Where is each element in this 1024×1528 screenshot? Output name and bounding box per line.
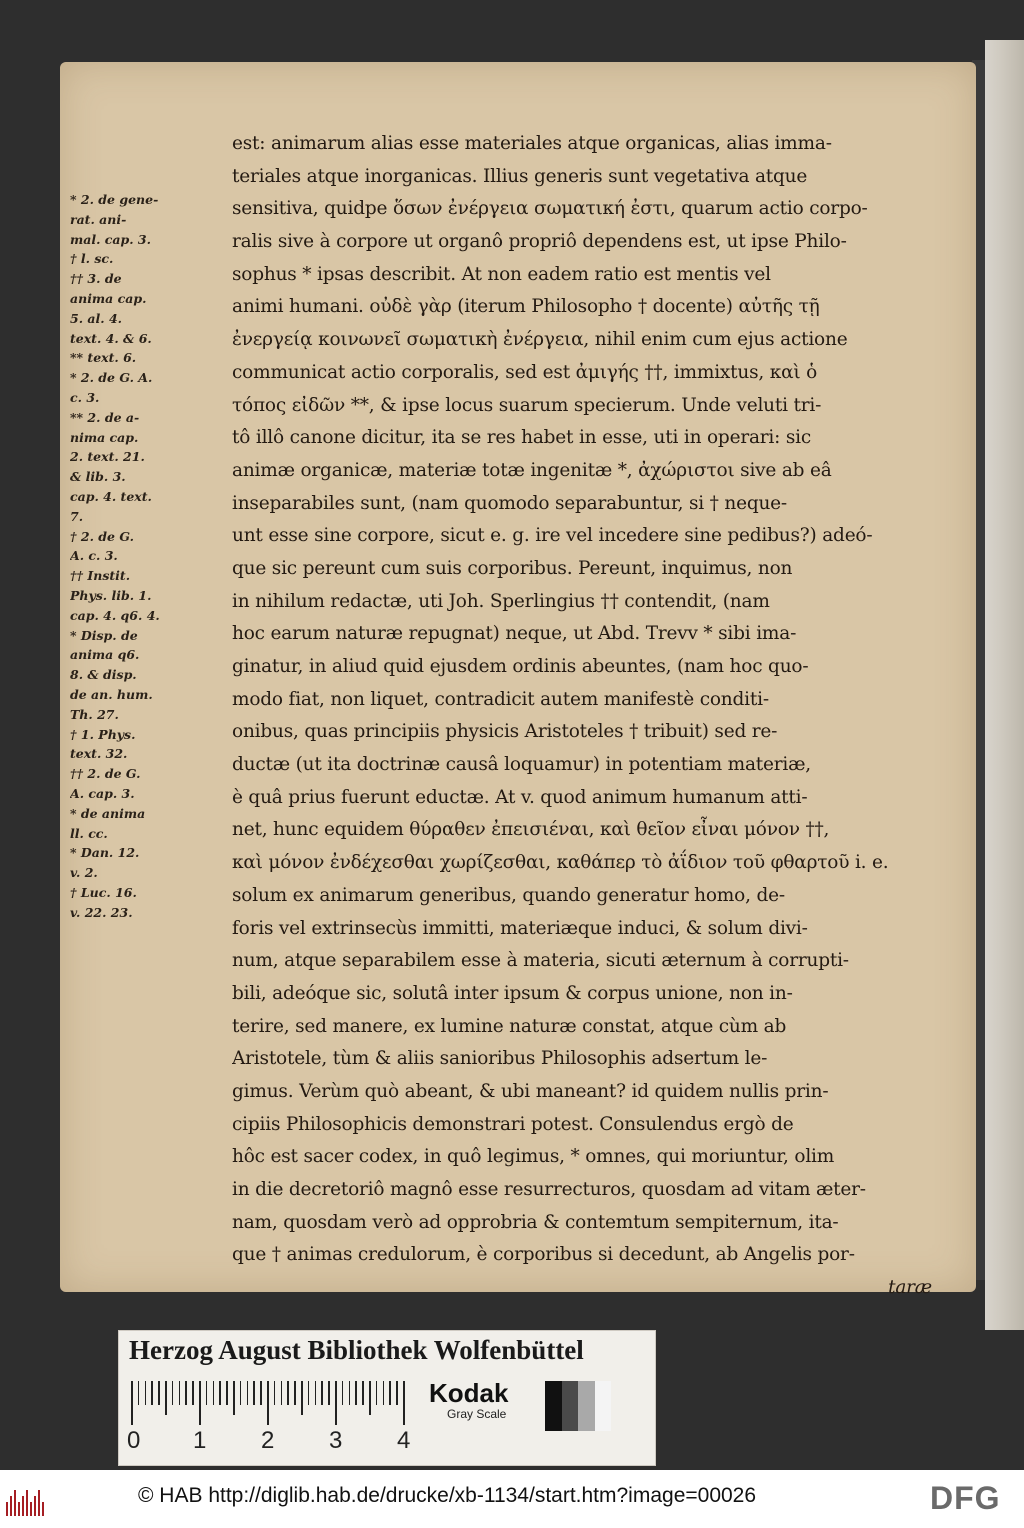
text-line: ductæ (ut ita doctrinæ causâ loquamur) in potentiam materiæ, [232, 754, 811, 776]
scale-tick [281, 1381, 283, 1405]
margin-note: A. cap. 3. [70, 785, 135, 801]
text-line: bili, adeóque sic, solutâ inter ipsum & corpus unione, non in- [232, 982, 793, 1004]
hab-logo-bar [42, 1502, 44, 1516]
margin-note: * 2. de G. A. [70, 370, 153, 386]
scale-tick [199, 1381, 201, 1425]
text-line: foris vel extrinsecùs immitti, materiæque induci, & solum divi- [232, 917, 808, 939]
scale-number: 4 [397, 1427, 411, 1454]
margin-note: anima cap. [70, 290, 147, 306]
scale-tick [396, 1381, 398, 1405]
margin-note: Th. 27. [70, 706, 119, 722]
margin-note: * de anima [70, 805, 146, 821]
text-line: solum ex animarum generibus, quando generatur homo, de- [232, 884, 785, 906]
text-line: terire, sed manere, ex lumine naturæ constat, atque cùm ab [232, 1015, 787, 1037]
hab-logo-bar [26, 1490, 28, 1516]
hab-logo-bar [14, 1490, 16, 1516]
margin-note: 5. al. 4. [70, 310, 123, 326]
margin-note: c. 3. [70, 389, 100, 405]
scale-tick [192, 1381, 194, 1405]
margin-note: ** 2. de a- [70, 409, 140, 425]
text-line: modo fiat, non liquet, contradicit autem manifestè conditi- [232, 688, 769, 710]
margin-note: † 2. de G. [70, 528, 134, 544]
scale-tick [247, 1381, 249, 1405]
hab-logo-bar [18, 1502, 20, 1516]
margin-note: A. c. 3. [70, 548, 118, 564]
text-line: communicat actio corporalis, sed est ἀμιγής ††, immixtus, καὶ ὁ [232, 361, 818, 383]
margin-note: v. 22. 23. [70, 904, 133, 920]
text-line: nam, quosdam verò ad opprobria & contemtum sempiternum, ita- [232, 1211, 839, 1233]
text-line: ginatur, in aliud quid ejusdem ordinis abeuntes, (nam hoc quo- [232, 656, 809, 677]
kodak-brand: Kodak [429, 1378, 509, 1408]
text-line: onibus, quas principiis physicis Aristoteles † tribuit) sed re- [232, 721, 778, 743]
scale-tick [172, 1381, 174, 1405]
scale-tick [383, 1381, 385, 1405]
scale-tick [158, 1381, 160, 1405]
text-line: gimus. Verùm quò abeant, & ubi maneant? id quidem nullis prin- [232, 1080, 829, 1102]
text-line: est: animarum alias esse materiales atque organicas, alias imma- [232, 133, 832, 154]
margin-note: text. 4. & 6. [70, 330, 152, 346]
scale-tick [369, 1381, 371, 1415]
scale-tick [308, 1381, 310, 1405]
scale-tick [240, 1381, 242, 1405]
margin-note: † 1. Phys. [70, 726, 136, 742]
gray-patch-black [545, 1381, 562, 1431]
scale-tick [321, 1381, 323, 1405]
text-line: animæ organicæ, materiæ totæ ingenitæ *, ἀχώριστοι sive ab eâ [232, 459, 832, 481]
scale-tick [342, 1381, 344, 1405]
hab-logo-bar [10, 1496, 12, 1516]
hab-logo-bar [30, 1502, 32, 1516]
scale-tick [355, 1381, 357, 1405]
hab-logo-icon [6, 1490, 48, 1516]
scale-tick [138, 1381, 140, 1405]
text-line: que † animas credulorum, è corporibus si decedunt, ab Angelis por- [232, 1244, 855, 1266]
margin-note: † l. sc. [70, 251, 114, 267]
scale-tick [179, 1381, 181, 1405]
color-ruler-card [118, 1330, 656, 1466]
text-line: καὶ μόνον ἐνδέχεσθαι χωρίζεσθαι, καθάπερ τὸ ἀΐδιον τοῦ φθαρτοῦ i. e. [232, 852, 889, 874]
margin-note: * Disp. de [70, 627, 138, 643]
text-line: Aristotele, tùm & aliis sanioribus Philosophis adsertum le- [232, 1048, 768, 1070]
attribution-link[interactable]: © HAB http://diglib.hab.de/drucke/xb-1134/start.htm?image=00026 [138, 1484, 757, 1507]
text-line: tô illô canone dicitur, ita se res habet in esse, uti in operari: sic [232, 427, 812, 449]
margin-note: ** text. 6. [70, 350, 137, 366]
hab-logo-bar [38, 1490, 40, 1516]
scale-tick [165, 1381, 167, 1415]
margin-note: v. 2. [70, 865, 98, 881]
margin-notes [70, 190, 240, 922]
kodak-label-box [429, 1379, 539, 1429]
text-line: net, hunc equidem θύραθεν ἐπεισιέναι, καὶ θεῖον εἶναι μόνον ††, [232, 819, 830, 841]
body-text [232, 128, 932, 1305]
scale-ticks [131, 1381, 421, 1427]
scale-tick [253, 1381, 255, 1405]
margin-note: cap. 4. q6. 4. [70, 607, 160, 623]
margin-note: 2. text. 21. [70, 449, 145, 465]
hab-logo-bar [22, 1496, 24, 1516]
text-line: num, atque separabilem esse à materia, sicuti æternum à corrupti- [232, 950, 849, 972]
gray-patches [545, 1381, 611, 1431]
scale-tick [362, 1381, 364, 1405]
text-line: hoc earum naturæ repugnat) neque, ut Abd. Trevv * sibi ima- [232, 623, 797, 645]
dfg-logo: DFG [930, 1480, 1001, 1516]
text-line: inseparabiles sunt, (nam quomodo separabuntur, si † neque- [232, 492, 787, 514]
scale-tick [267, 1381, 269, 1425]
margin-note: Phys. lib. 1. [70, 587, 152, 603]
scale-tick [213, 1381, 215, 1405]
margin-note: text. 32. [70, 746, 128, 762]
margin-note: rat. ani- [70, 211, 127, 227]
text-line: sophus * ipsas describit. At non eadem ratio est mentis vel [232, 263, 771, 285]
gray-patch-light [595, 1381, 612, 1431]
text-line: unt esse sine corpore, sicut e. g. ire vel incedere sine pedibus?) adeó- [232, 525, 873, 547]
text-line: animi humani. οὐδὲ γὰρ (iterum Philosopho † docente) αὐτῆς τῇ [232, 296, 820, 318]
text-line: que sic pereunt cum suis corporibus. Pereunt, inquimus, non [232, 557, 793, 579]
margin-note: de an. hum. [70, 686, 153, 702]
text-line: ἐνεργείᾳ κοινωνεῖ σωματικὴ ἐνέργεια, nihil enim cum ejus actione [232, 329, 848, 351]
margin-note: †† 2. de G. [70, 766, 141, 782]
scale-tick [315, 1381, 317, 1405]
margin-note: & lib. 3. [70, 469, 126, 485]
scale-tick [287, 1381, 289, 1405]
text-line: teriales atque inorganicas. Illius generis sunt vegetativa atque [232, 165, 808, 187]
facing-page-edge [985, 40, 1024, 1330]
margin-note: †† 3. de [70, 271, 122, 287]
scale-tick [403, 1381, 405, 1425]
scale-tick [294, 1381, 296, 1405]
scale-tick [328, 1381, 330, 1405]
scale-tick [301, 1381, 303, 1415]
margin-note: cap. 4. text. [70, 488, 152, 504]
margin-note: mal. cap. 3. [70, 231, 151, 247]
text-line: in die decretoriô magnô esse resurrecturos, quosdam ad vitam æter- [232, 1179, 866, 1200]
text-line: in nihilum redactæ, uti Joh. Sperlingius †† contendit, (nam [232, 590, 770, 612]
text-line: hôc est sacer codex, in quô legimus, * omnes, qui moriuntur, olim [232, 1146, 835, 1168]
scale-tick [233, 1381, 235, 1415]
margin-note: nima cap. [70, 429, 139, 445]
scale-number: 2 [261, 1427, 275, 1454]
scale-tick [389, 1381, 391, 1405]
margin-note: * Dan. 12. [70, 845, 140, 861]
scale-tick [206, 1381, 208, 1405]
scale-number: 0 [127, 1427, 141, 1454]
scale-tick [131, 1381, 133, 1425]
hab-logo-bar [34, 1496, 36, 1516]
gray-patch-dark [562, 1381, 579, 1431]
scale-tick [145, 1381, 147, 1405]
margin-note: anima q6. [70, 647, 140, 663]
gray-scale-label: Gray Scale [447, 1407, 507, 1421]
margin-note: * 2. de gene- [70, 192, 159, 207]
scale-tick [349, 1381, 351, 1405]
scale-tick [260, 1381, 262, 1405]
text-line: sensitiva, quidpe ὅσων ἐνέργεια σωματική ἐστι, quarum actio corpo- [232, 198, 868, 220]
margin-note: †† Instit. [70, 568, 131, 584]
scale-number: 3 [329, 1427, 343, 1454]
catchword: taræ [888, 1277, 932, 1299]
margin-note: 8. & disp. [70, 667, 137, 683]
gray-patch-mid [578, 1381, 595, 1431]
footer [0, 1470, 1024, 1528]
scale-tick [226, 1381, 228, 1405]
library-name: Herzog August Bibliothek Wolfenbüttel [129, 1335, 584, 1365]
margin-note: ll. cc. [70, 825, 108, 841]
text-line: τόπος εἰδῶν **, & ipse locus suarum specierum. Unde veluti tri- [232, 394, 822, 416]
scale-tick [274, 1381, 276, 1405]
scale-tick [376, 1381, 378, 1405]
scale-number: 1 [193, 1427, 207, 1454]
text-line: ralis sive à corpore ut organô propriô dependens est, ut ipse Philo- [232, 231, 847, 253]
margin-note: 7. [70, 508, 84, 524]
scale-tick [335, 1381, 337, 1425]
scale-tick [185, 1381, 187, 1405]
hab-logo-bar [6, 1502, 8, 1516]
text-line: è quâ prius fuerunt eductæ. At v. quod animum humanum atti- [232, 786, 808, 808]
scale-tick [151, 1381, 153, 1405]
text-line: cipiis Philosophicis demonstrari potest. Consulendus ergò de [232, 1113, 794, 1135]
margin-note: † Luc. 16. [70, 884, 137, 900]
scale-tick [219, 1381, 221, 1405]
